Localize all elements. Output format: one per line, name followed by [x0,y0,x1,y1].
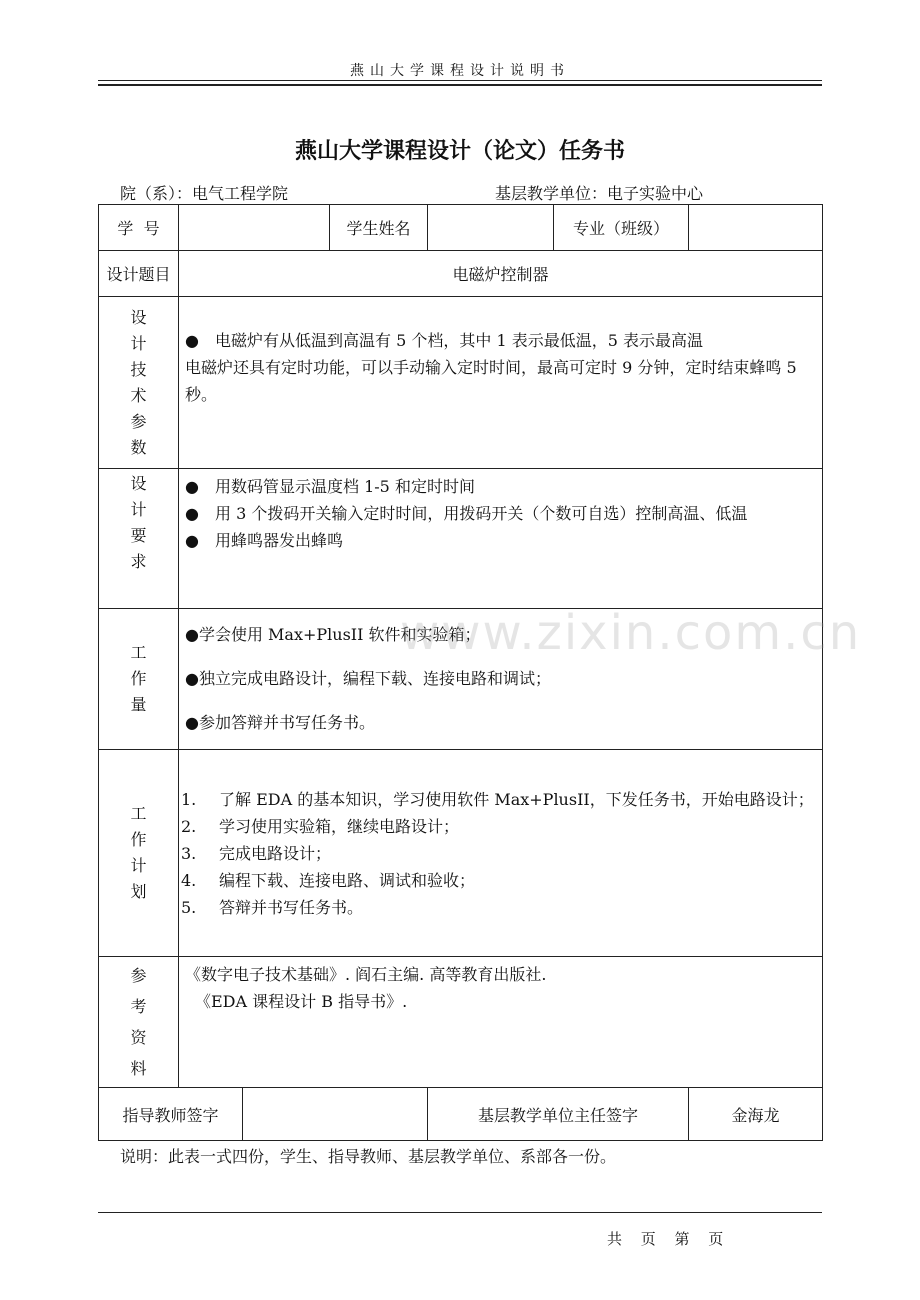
advisor-signature-label: 指导教师签字 [99,1088,243,1141]
major-label: 专业（班级） [554,205,689,251]
major-value[interactable] [689,205,823,251]
signature-row [99,1088,823,1141]
requirement-item: ● 用 3 个拨码开关输入定时时间，用拨码开关（个数可自选）控制高温、低温 [185,504,748,523]
plan-label: 工 作 计 划 [99,750,179,957]
params-line-1: ● 电磁炉有从低温到高温有 5 个档，其中 1 表示最低温，5 表示最高温 [185,331,703,350]
plan-item: 3. 完成电路设计； [181,843,332,863]
reference-item: 《数字电子技术基础》. 阎石主编. 高等教育出版社. [185,965,547,984]
plan-item: 4. 编程下载、连接电路、调试和验收； [181,870,476,890]
workload-item: ●独立完成电路设计，编程下载、连接电路和调试； [185,669,551,688]
topic-value: 电磁炉控制器 [179,251,823,297]
plan-item: 5. 答辩并书写任务书。 [181,897,364,917]
student-id-label: 学 号 [99,205,179,251]
references-content [179,957,823,1088]
header-rule-bottom [98,84,822,86]
params-row [99,297,823,469]
plan-item: 1. 了解 EDA 的基本知识，学习使用软件 Max+PlusII，下发任务书，开始电路设计； [181,789,814,809]
requirement-item: ● 用数码管显示温度档 1-5 和定时时间 [185,477,475,496]
student-id-value[interactable] [179,205,330,251]
reference-item: 《EDA 课程设计 B 指导书》. [195,992,408,1011]
document-title: 燕山大学课程设计（论文）任务书 [294,138,625,164]
form-note: 说明：此表一式四份，学生、指导教师、基层教学单位、系部各一份。 [120,1147,617,1166]
director-signature-value: 金海龙 [689,1088,823,1141]
student-name-value[interactable] [428,205,554,251]
info-row [99,205,823,251]
requirement-item: ● 用蜂鸣器发出蜂鸣 [185,531,344,550]
plan-row [99,750,823,957]
params-content [179,297,823,469]
workload-label: 工 作 量 [99,609,179,750]
footer-rule [98,1212,822,1213]
running-header: 燕山大学课程设计说明书 [350,63,570,79]
page-counter: 共 页 第 页 [607,1230,724,1248]
watermark: www.zixin.com.cn [400,605,862,661]
unit-label: 基层教学单位：电子实验中心 [495,184,704,203]
advisor-signature-value[interactable] [243,1088,428,1141]
workload-item: ●学会使用 Max+PlusII 软件和实验箱； [185,625,481,644]
director-signature-label: 基层教学单位主任签字 [428,1088,689,1141]
params-label: 设 计 技 术 参 数 [99,297,179,469]
student-name-label: 学生姓名 [330,205,428,251]
params-line-2: 电磁炉还具有定时功能，可以手动输入定时时间，最高可定时 9 分钟，定时结束蜂鸣 5 秒。 [185,358,797,404]
topic-label: 设计题目 [99,251,179,297]
plan-content [179,750,823,957]
references-label: 参 考 资 料 [99,957,179,1088]
plan-item: 2. 学习使用实验箱，继续电路设计； [181,816,460,836]
references-row [99,957,823,1088]
topic-row [99,251,823,297]
task-form-table [98,204,823,1141]
requirements-content [179,469,823,609]
header-rule-top [98,80,822,81]
department-label: 院（系）：电气工程学院 [120,184,289,203]
workload-item: ●参加答辩并书写任务书。 [185,713,375,732]
requirements-row [99,469,823,609]
requirements-label: 设 计 要 求 [99,469,179,609]
